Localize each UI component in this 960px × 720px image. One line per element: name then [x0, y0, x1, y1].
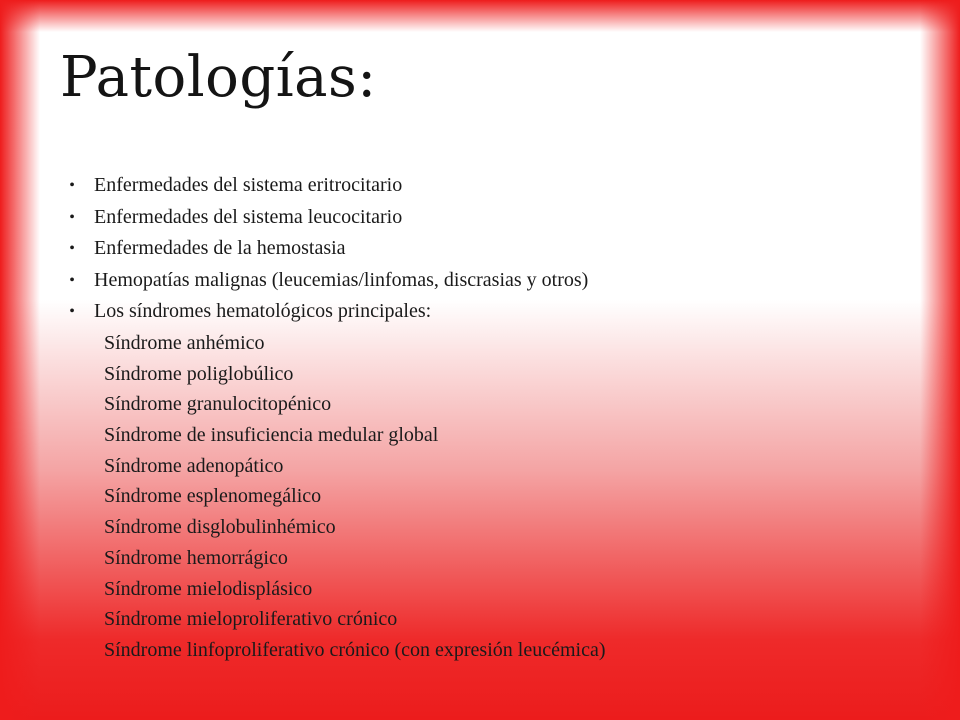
syndrome-item: Síndrome poliglobúlico: [104, 362, 294, 385]
bullet-list: [62, 170, 922, 328]
bullet-icon: •: [69, 271, 75, 289]
list-item: [62, 202, 922, 234]
syndrome-item: Síndrome disglobulinhémico: [104, 516, 336, 539]
syndrome-item: Síndrome anhémico: [104, 332, 265, 354]
syndrome-item: Síndrome linfoproliferativo crónico (con expresión leucémica): [104, 638, 606, 661]
bullet-icon: •: [69, 240, 75, 257]
syndrome-item: Síndrome mielodisplásico: [104, 577, 313, 600]
list-item: [62, 265, 922, 297]
bullet-text: Enfermedades del sistema eritrocitario: [94, 174, 403, 196]
syndrome-item: Síndrome adenopático: [104, 454, 284, 477]
syndrome-item: Síndrome granulocitopénico: [104, 393, 332, 416]
syndrome-list: [104, 328, 924, 666]
bullet-icon: •: [69, 208, 75, 226]
bullet-text: Los síndromes hematológicos principales:: [94, 300, 432, 322]
bullet-text: Enfermedades de la hemostasia: [94, 237, 346, 259]
bullet-text: Enfermedades del sistema leucocitario: [94, 205, 403, 228]
list-item: [62, 170, 922, 202]
slide-title: Patologías:: [60, 45, 377, 110]
list-item: [62, 296, 922, 328]
syndrome-item: Síndrome mieloproliferativo crónico: [104, 608, 398, 631]
syndrome-item: Síndrome hemorrágico: [104, 546, 288, 569]
bullet-icon: •: [69, 177, 75, 194]
bullet-text: Hemopatías malignas (leucemias/linfomas, discrasias y otros): [94, 268, 589, 291]
bullet-icon: •: [69, 303, 75, 320]
list-item: [62, 233, 922, 265]
syndrome-item: Síndrome de insuficiencia medular global: [104, 424, 439, 447]
syndrome-item: Síndrome esplenomegálico: [104, 485, 322, 508]
